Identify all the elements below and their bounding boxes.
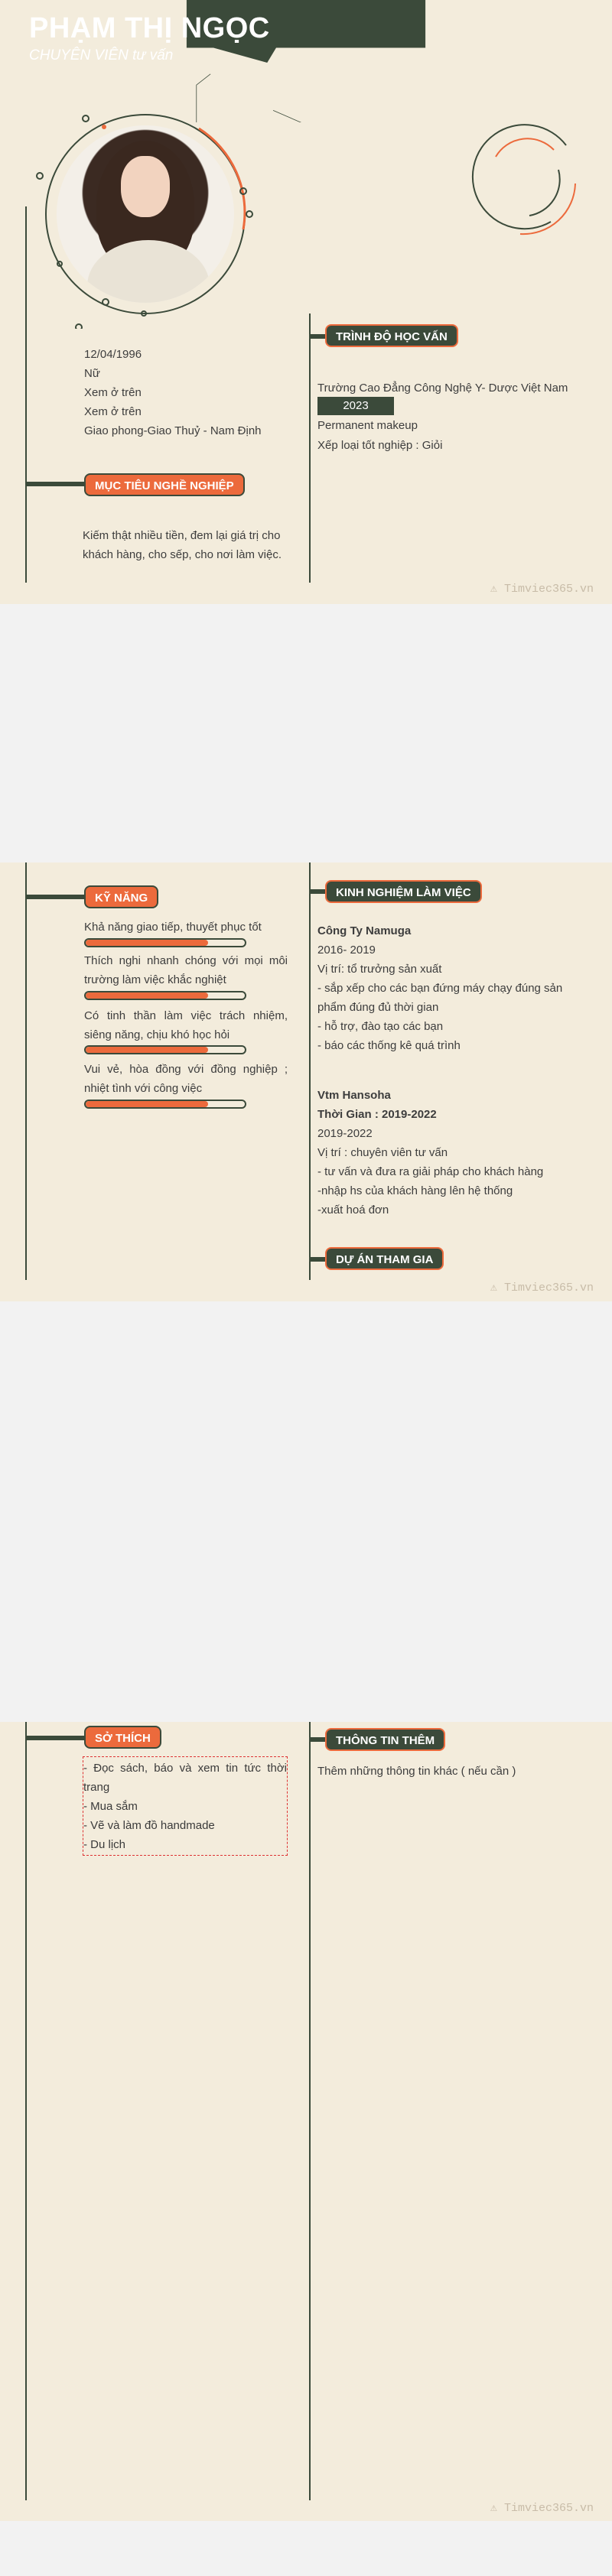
left-rule-2 <box>25 862 27 1280</box>
hobbies-heading: SỞ THÍCH <box>84 1726 161 1749</box>
left-rule <box>25 206 27 583</box>
skill-bar <box>84 938 246 947</box>
hobby-item: - Mua sắm <box>83 1800 138 1813</box>
skills-heading: KỸ NĂNG <box>84 885 158 908</box>
skill-label: Khả năng giao tiếp, thuyết phục tốt <box>84 921 262 934</box>
more-heading: THÔNG TIN THÊM <box>325 1728 445 1751</box>
watermark: ⚠ Timviec365.vn <box>490 1282 594 1294</box>
candidate-role: CHUYÊN VIÊN tư vấn <box>29 47 174 63</box>
skill-bar <box>84 991 246 1000</box>
email: Xem ở trên <box>84 405 142 418</box>
watermark-icon: ⚠ <box>490 1282 504 1294</box>
center-rule-3 <box>309 1722 311 2500</box>
skill-bar-fill <box>86 940 208 946</box>
hobby-item: - Vẽ và làm đồ handmade <box>83 1819 215 1832</box>
objective-connector <box>25 482 86 486</box>
education-heading: TRÌNH ĐỘ HỌC VẤN <box>325 324 458 347</box>
job-company: Vtm Hansoha <box>317 1089 391 1102</box>
skill-bar-fill <box>86 992 208 999</box>
skill-bar-fill <box>86 1047 208 1053</box>
education-major: Permanent makeup <box>317 419 418 432</box>
education-year: 2023 <box>317 397 394 415</box>
skill-bar <box>84 1100 246 1109</box>
job-period: 2019-2022 <box>317 1127 373 1140</box>
job-company: Công Ty Namuga <box>317 924 412 937</box>
cv-page-1 <box>0 0 612 604</box>
skill-bar <box>84 1045 246 1054</box>
objective-heading: MỤC TIÊU NGHỀ NGHIỆP <box>84 473 245 496</box>
job-duty: - tư vấn và đưa ra giải pháp cho khách hàng <box>317 1165 544 1178</box>
skills-connector <box>25 895 86 899</box>
hobby-item: - Du lịch <box>83 1838 126 1851</box>
job-period-bold: Thời Gian : 2019-2022 <box>317 1108 437 1121</box>
job-duty: - sắp xếp cho các bạn đứng máy chạy đúng sản phẩm đúng đủ thời gian <box>317 982 563 1014</box>
address: Giao phong-Giao Thuỷ - Nam Định <box>84 424 262 437</box>
education-school: Trường Cao Đẳng Công Nghệ Y- Dược Việt Nam <box>317 382 568 395</box>
job-duty: -xuất hoá đơn <box>317 1204 389 1217</box>
watermark-icon: ⚠ <box>490 2502 504 2515</box>
skill-label: Thích nghi nhanh chóng với mọi môi trường làm việc khắc nghiệt <box>84 954 288 986</box>
candidate-photo <box>57 125 234 303</box>
job-position: Vị trí : chuyên viên tư vấn <box>317 1146 448 1159</box>
projects-heading: DỰ ÁN THAM GIA <box>325 1247 444 1270</box>
job-duty: - hỗ trợ, đào tạo các bạn <box>317 1020 444 1033</box>
left-rule-3 <box>25 1722 27 2500</box>
watermark-icon: ⚠ <box>490 583 504 596</box>
phone: Xem ở trên <box>84 386 142 399</box>
skill-label: Có tinh thần làm việc trách nhiệm, siêng năng, chịu khó học hỏi <box>84 1009 288 1041</box>
watermark: ⚠ Timviec365.vn <box>490 2502 594 2515</box>
job-duty: - báo các thống kê quá trình <box>317 1039 461 1052</box>
gender: Nữ <box>84 367 100 380</box>
center-rule <box>309 313 311 583</box>
job-duty: -nhập hs của khách hàng lên hệ thống <box>317 1184 513 1197</box>
hobby-item: - Đọc sách, báo và xem tin tức thời trang <box>83 1762 287 1794</box>
hobbies-connector <box>25 1736 86 1740</box>
more-text: Thêm những thông tin khác ( nếu cần ) <box>317 1765 516 1778</box>
job-position: Vị trí: tổ trưởng sản xuất <box>317 963 442 976</box>
experience-heading: KINH NGHIỆM LÀM VIỆC <box>325 880 482 903</box>
skill-label: Vui vẻ, hòa đồng với đồng nghiệp ; nhiệt tình với công việc <box>84 1063 288 1095</box>
hobbies-list <box>83 1756 288 1856</box>
center-rule-2 <box>309 862 311 1280</box>
education-grade: Xếp loại tốt nghiệp : Giỏi <box>317 439 443 452</box>
watermark: ⚠ Timviec365.vn <box>490 583 594 596</box>
job-period: 2016- 2019 <box>317 944 376 957</box>
candidate-name: PHẠM THỊ NGỌC <box>29 12 270 44</box>
birthday: 12/04/1996 <box>84 348 142 361</box>
objective-text: Kiếm thật nhiều tiền, đem lại giá trị cho khách hàng, cho sếp, cho nơi làm việc. <box>83 529 282 561</box>
skill-bar-fill <box>86 1101 208 1107</box>
